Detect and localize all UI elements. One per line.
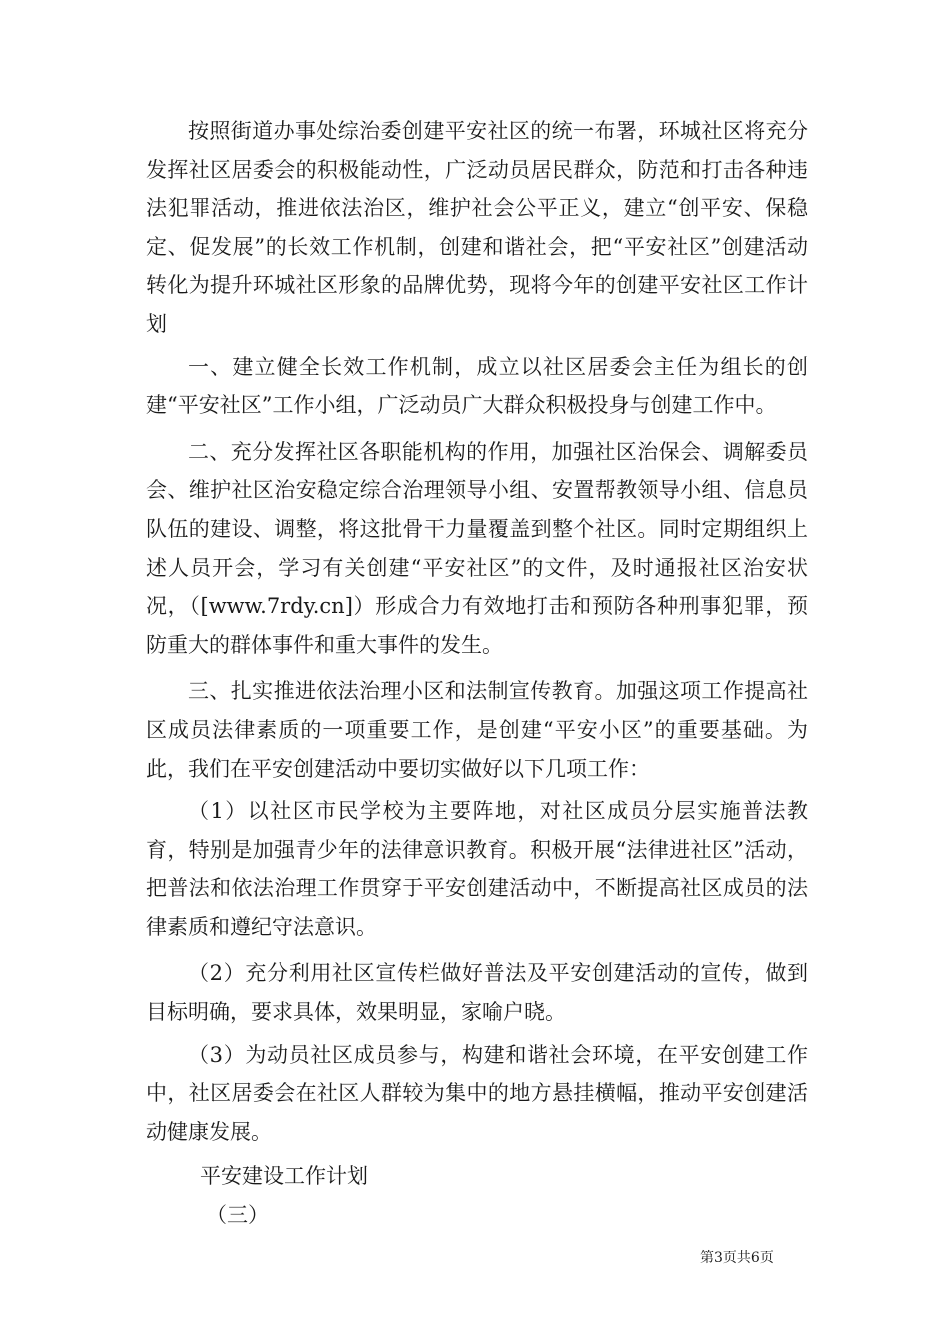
item-two-paragraph: （2）充分利用社区宣传栏做好普法及平安创建活动的宣传，做到目标明确，要求具体，效果明显，家喻户晓。 — [146, 961, 808, 1025]
section-subheading: （三） — [206, 1203, 269, 1228]
item-three-paragraph: （3）为动员社区成员参与，构建和谐社会环境，在平安创建工作中，社区居委会在社区人群较为集中的地方悬挂横幅，推动平安创建活动健康发展。 — [146, 1042, 808, 1144]
document-body — [146, 112, 808, 1235]
page-indicator: 第3页共6页 — [700, 1250, 774, 1266]
section-two-paragraph: 二、充分发挥社区各职能机构的作用，加强社区治保会、调解委员会、维护社区治安稳定综合治理领导小组、安置帮教领导小组、信息员队伍的建设、调整，将这批骨干力量覆盖到整个社区。同时定期组织上述人员开会，学习有关创建“平安社区”的文件，及时通报社区治安状况，（[www.7rdy.cn]）形成合力有效地打击和预防各种刑事犯罪，预防重大的群体事件和重大事件的发生。 — [146, 439, 808, 657]
item-one-paragraph: （1）以社区市民学校为主要阵地，对社区成员分层实施普法教育，特别是加强青少年的法律意识教育。积极开展“法律进社区”活动，把普法和依法治理工作贯穿于平安创建活动中，不断提高社区成员的法律素质和遵纪守法意识。 — [146, 799, 808, 939]
intro-paragraph: 按照街道办事处综治委创建平安社区的统一布署，环城社区将充分发挥社区居委会的积极能动性，广泛动员居民群众，防范和打击各种违法犯罪活动，推进依法治区，维护社会公平正义，建立“创平安、保稳定、促发展”的长效工作机制，创建和谐社会，把“平安社区”创建活动转化为提升环城社区形象的品牌优势，现将今年的创建平安社区工作计划 — [146, 119, 808, 336]
section-one-paragraph: 一、建立健全长效工作机制，成立以社区居委会主任为组长的创建“平安社区”工作小组，广泛动员广大群众积极投身与创建工作中。 — [146, 354, 808, 418]
section-heading: 平安建设工作计划 — [200, 1164, 368, 1189]
section-three-paragraph: 三、扎实推进依法治理小区和法制宣传教育。加强这项工作提高社区成员法律素质的一项重要工作，是创建“平安小区”的重要基础。为此，我们在平安创建活动中要切实做好以下几项工作： — [146, 679, 808, 781]
